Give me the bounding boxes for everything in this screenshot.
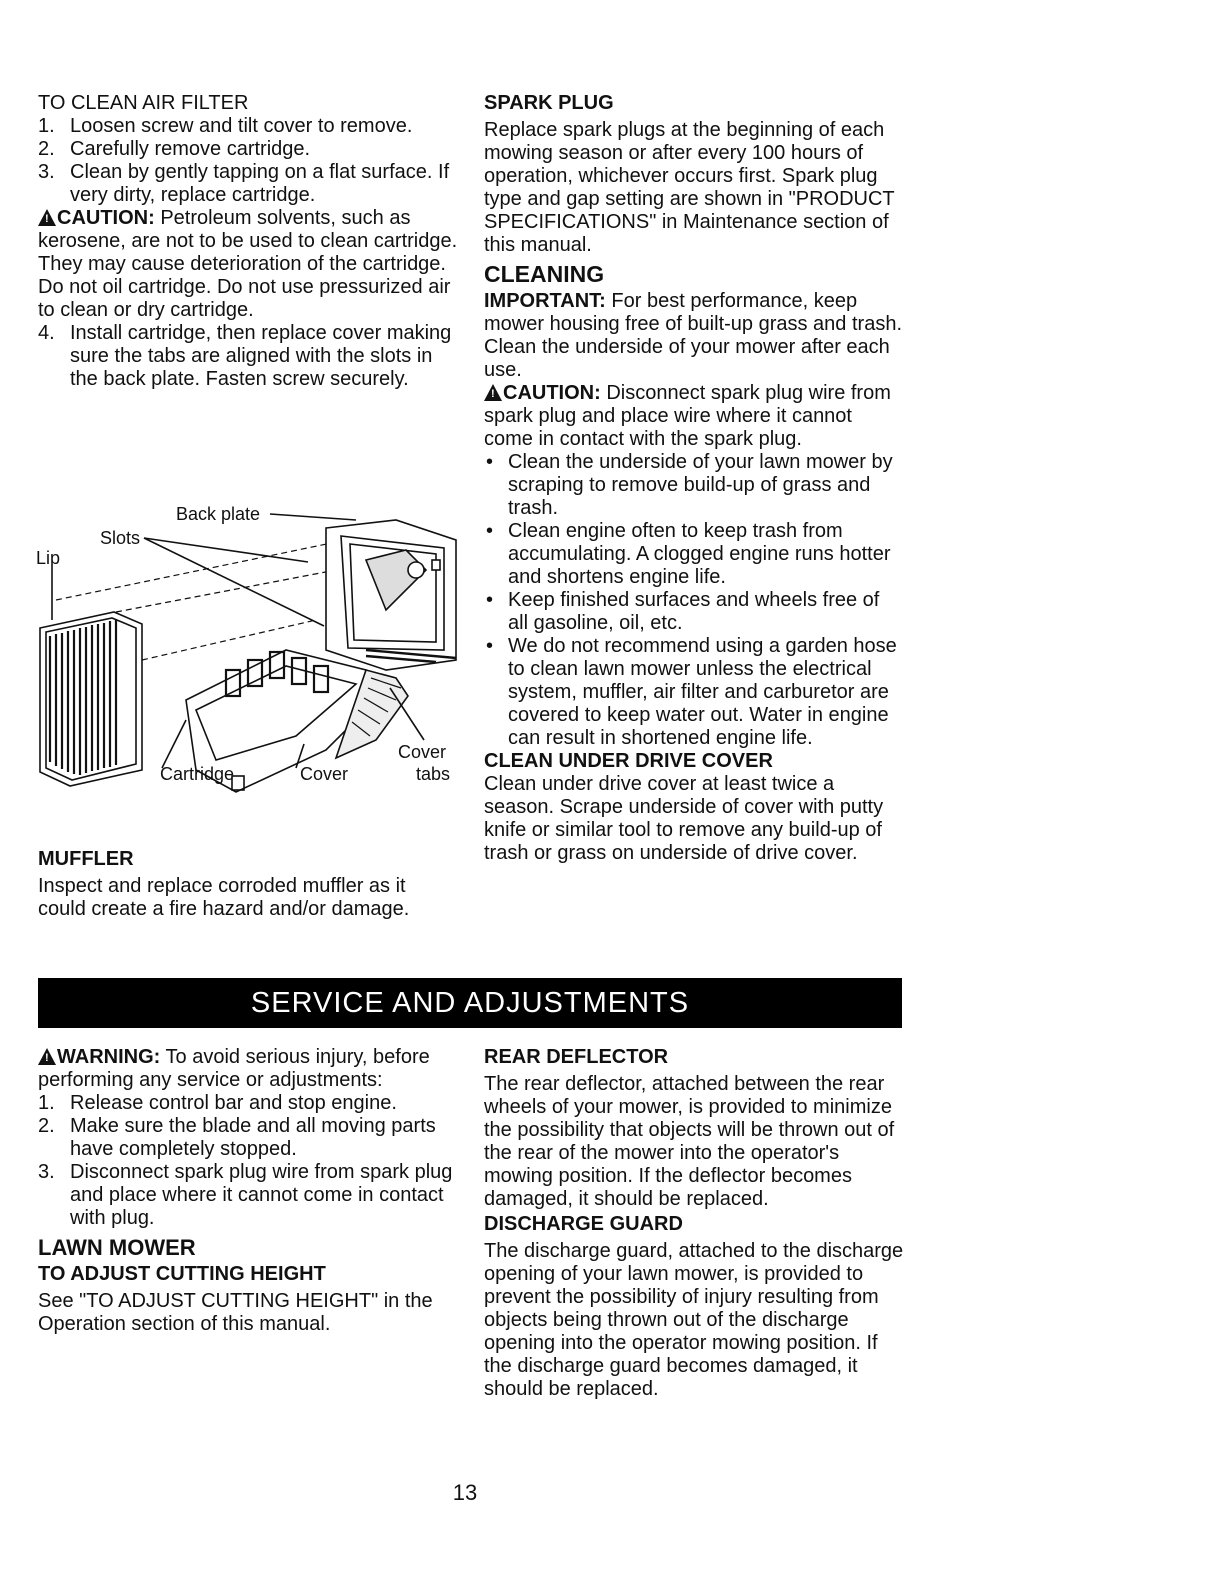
list-item — [484, 451, 904, 520]
warning-label: WARNING: — [57, 1046, 161, 1068]
page-number: 13 — [452, 1480, 478, 1505]
warning-triangle-icon: ! — [38, 1048, 56, 1065]
rear-deflector-heading: REAR DEFLECTOR — [484, 1046, 669, 1068]
step-text: Make sure the blade and all moving parts have completely stopped. — [70, 1115, 436, 1160]
right-column-top — [484, 92, 904, 865]
bullet-text: We do not recommend using a garden hose to clean lawn mower unless the electrical system, muffler, air filter and carburetor are covered to keep water out. Water in engine can result in shortened engine life. — [508, 635, 897, 749]
list-item — [38, 322, 458, 391]
spark-plug-text: Replace spark plugs at the beginning of each mowing season or after every 100 hours of operation, whichever occurs first. Spark plug type and gap setting are shown in "PRODUCT SPECIFICATIONS" in Maintenance section of this manual. — [484, 119, 895, 256]
bullet-icon: • — [486, 635, 494, 657]
step-number: 3. — [38, 1161, 55, 1183]
air-filter-heading: TO CLEAN AIR FILTER — [38, 92, 249, 114]
caution-text: Disconnect spark plug wire from spark plug and place wire where it cannot come in contact with the spark plug. — [484, 382, 891, 450]
slots-label: Slots — [100, 528, 141, 548]
cutting-height-heading: TO ADJUST CUTTING HEIGHT — [38, 1263, 326, 1285]
step-text: Loosen screw and tilt cover to remove. — [70, 115, 413, 137]
step-number: 2. — [38, 1115, 55, 1137]
cover-tabs-label-1: Cover — [398, 742, 447, 762]
list-item — [38, 1115, 458, 1161]
step-text: Disconnect spark plug wire from spark plug and place where it cannot come in contact with plug. — [70, 1161, 453, 1229]
important-text: For best performance, keep mower housing free of built-up grass and trash. Clean the underside of your mower after each use. — [484, 290, 902, 381]
step-text: Carefully remove cartridge. — [70, 138, 311, 160]
step-number: 1. — [38, 1092, 55, 1114]
drive-cover-heading: CLEAN UNDER DRIVE COVER — [484, 750, 773, 772]
step-text: Install cartridge, then replace cover making sure the tabs are aligned with the slots in the back plate. Fasten screw securely. — [70, 322, 452, 390]
caution-paragraph — [38, 207, 458, 322]
list-item — [484, 635, 904, 750]
step-number: 2. — [38, 138, 55, 160]
muffler-heading: MUFFLER — [38, 848, 134, 870]
discharge-guard-heading: DISCHARGE GUARD — [484, 1213, 683, 1235]
lip-label: Lip — [36, 548, 61, 568]
cover-tabs-label-2: tabs — [416, 764, 451, 784]
bullet-text: Keep finished surfaces and wheels free of all gasoline, oil, etc. — [508, 589, 880, 634]
drive-cover-text: Clean under drive cover at least twice a season. Scrape underside of cover with putty knife or similar tool to remove any build-up of trash or grass on underside of drive cover. — [484, 773, 884, 864]
caution-text: Petroleum solvents, such as kerosene, are not to be used to clean cartridge. They may cause deterioration of the cartridge. Do not oil cartridge. Do not use pressurized air to clean or dry cartridge. — [38, 207, 458, 321]
list-item — [38, 1161, 458, 1230]
cutting-height-text: See "TO ADJUST CUTTING HEIGHT" in the Operation section of this manual. — [38, 1290, 433, 1335]
step-number: 4. — [38, 322, 55, 344]
list-item — [484, 589, 904, 635]
warning-text: To avoid serious injury, before performing any service or adjustments: — [38, 1046, 430, 1091]
cleaning-heading: CLEANING — [484, 261, 605, 287]
bullet-text: Clean engine often to keep trash from accumulating. A clogged engine runs hotter and shortens engine life. — [508, 520, 891, 588]
step-number: 3. — [38, 161, 55, 183]
cartridge-label: Cartridge — [160, 764, 235, 784]
cover-label: Cover — [300, 764, 349, 784]
spark-plug-heading: SPARK PLUG — [484, 92, 614, 114]
back-plate-label: Back plate — [176, 504, 261, 524]
right-column-bottom — [484, 1046, 904, 1401]
discharge-guard-text: The discharge guard, attached to the discharge opening of your lawn mower, is provided to prevent the possibility of injury resulting from objects being thrown out of the discharge opening into the operator mowing position. If the discharge guard becomes damaged, it should be replaced. — [484, 1240, 904, 1400]
list-item — [484, 520, 904, 589]
warning-paragraph — [38, 1046, 458, 1092]
caution-label: CAUTION: — [503, 382, 601, 404]
bullet-icon: • — [486, 589, 494, 611]
muffler-text: Inspect and replace corroded muffler as it could create a fire hazard and/or damage. — [38, 875, 410, 920]
bullet-icon: • — [486, 520, 494, 542]
muffler-section — [38, 848, 458, 921]
warning-triangle-icon: ! — [38, 209, 56, 226]
cleaning-caution — [484, 382, 904, 451]
list-item — [38, 161, 458, 207]
step-text: Clean by gently tapping on a flat surface. If very dirty, replace cartridge. — [70, 161, 450, 206]
list-item — [38, 1092, 458, 1115]
list-item — [38, 138, 458, 161]
lawn-mower-heading: LAWN MOWER — [38, 1235, 196, 1260]
step-text: Release control bar and stop engine. — [70, 1092, 397, 1114]
warning-steps — [38, 1092, 458, 1230]
warning-triangle-icon: ! — [484, 384, 502, 401]
bullet-text: Clean the underside of your lawn mower by scraping to remove build-up of grass and trash. — [508, 451, 893, 519]
caution-label: CAUTION: — [57, 207, 155, 229]
list-item — [38, 115, 458, 138]
bullet-icon: • — [486, 451, 494, 473]
air-filter-steps-continued — [38, 322, 458, 391]
air-filter-diagram — [36, 500, 460, 796]
air-filter-steps — [38, 115, 458, 207]
step-number: 1. — [38, 115, 55, 137]
section-banner: SERVICE AND ADJUSTMENTS — [38, 978, 902, 1028]
important-paragraph — [484, 290, 904, 382]
air-filter-section — [38, 92, 458, 391]
rear-deflector-text: The rear deflector, attached between the rear wheels of your mower, is provided to minimize the possibility that objects will be thrown out of the rear of the mower into the operator's mowing position. If the deflector becomes damaged, it should be replaced. — [484, 1073, 895, 1210]
important-label: IMPORTANT: — [484, 290, 606, 312]
left-column-bottom — [38, 1046, 458, 1336]
cleaning-bullets — [484, 451, 904, 750]
